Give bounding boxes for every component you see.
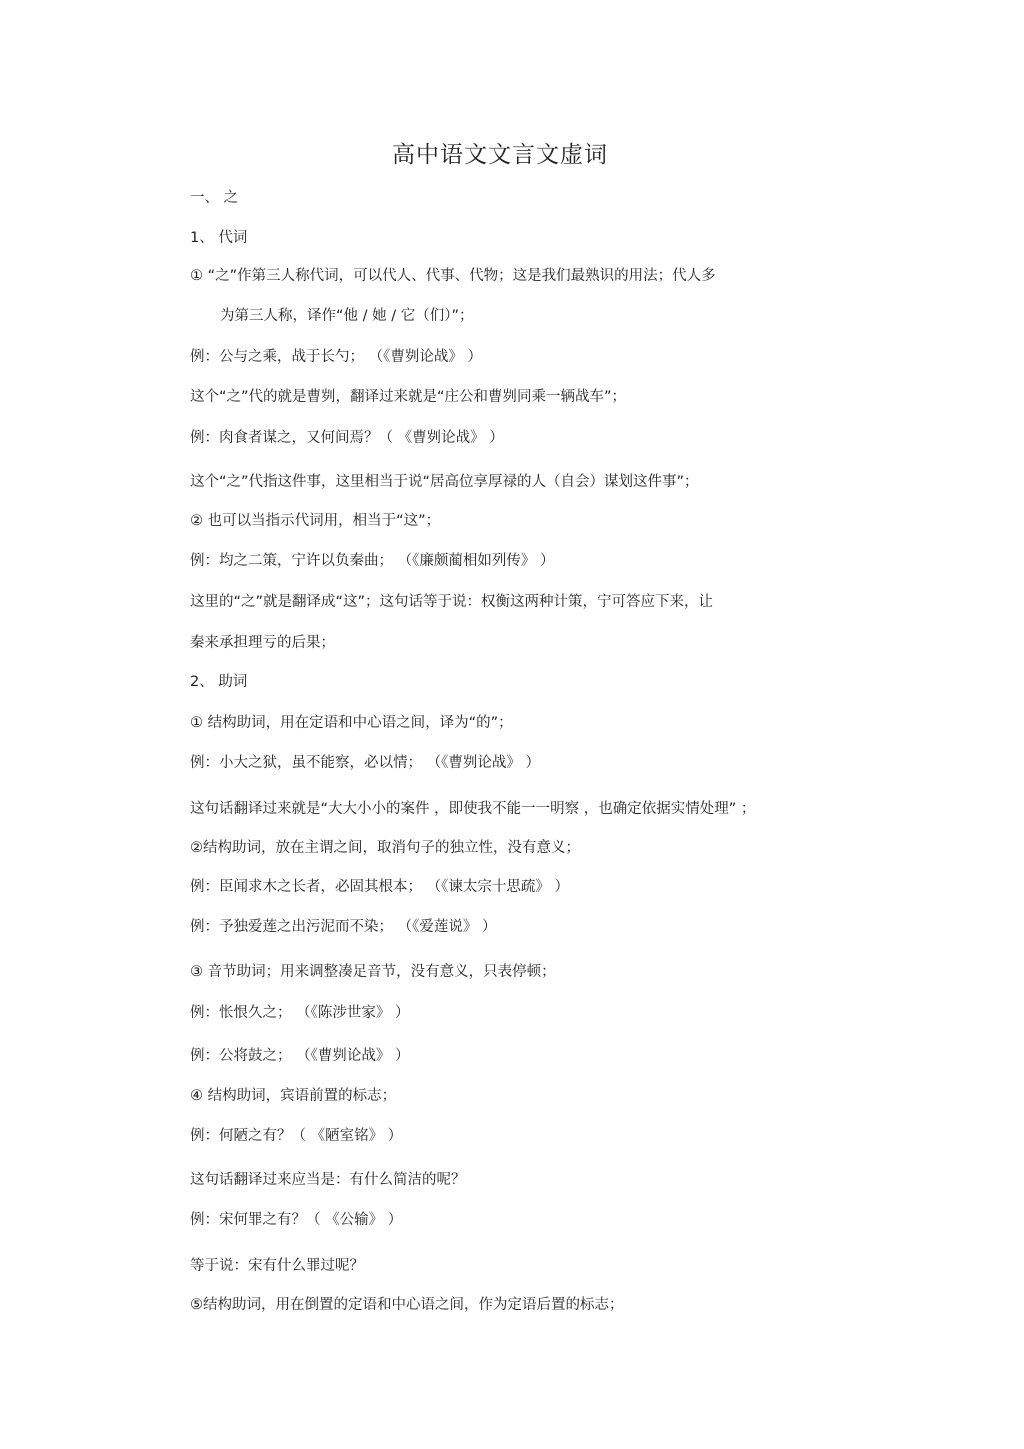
paragraph-line: 为第三人称，译作“他 / 她 / 它（们）”； xyxy=(220,308,474,324)
paragraph-line: ① “之”作第三人称代词，可以代人、代事、代物；这是我们最熟识的用法；代人多 xyxy=(190,268,716,284)
paragraph-line: ③ 音节助词；用来调整凑足音节，没有意义，只表停顿； xyxy=(190,964,556,980)
example-line: 例：臣闻求木之长者，必固其根本； （《谏太宗十思疏》 ） xyxy=(190,879,569,895)
paragraph-line: ② 也可以当指示代词用，相当于“这”； xyxy=(190,513,441,529)
document-title: 高中语文文言文虚词 xyxy=(392,142,608,168)
paragraph-line: ① 结构助词，用在定语和中心语之间，译为“的”； xyxy=(190,715,513,731)
example-line: 例：公将鼓之； （《曹刿论战》 ） xyxy=(190,1048,410,1064)
paragraph-line: 这句话翻译过来就是“大大小小的案件 ，即使我不能一一明察 ，也确定依据实情处理” ； xyxy=(190,801,756,817)
paragraph-line: ⑤结构助词，用在倒置的定语和中心语之间，作为定语后置的标志； xyxy=(190,1297,624,1313)
section-heading-zhi: 一、 之 xyxy=(190,190,239,206)
paragraph-line: 等于说：宋有什么罪过呢？ xyxy=(190,1258,364,1274)
example-line: 例：怅恨久之； （《陈涉世家》 ） xyxy=(190,1005,410,1021)
paragraph-line: 这里的“之”就是翻译成“这”；这句话等于说：权衡这两种计策，宁可答应下来，让 xyxy=(190,594,714,610)
subsection-heading-particle: 2、 助词 xyxy=(190,674,248,690)
paragraph-line: 这个“之”代指这件事，这里相当于说“居高位享厚禄的人（自会）谋划这件事”； xyxy=(190,474,699,490)
paragraph-line: ④ 结构助词，宾语前置的标志； xyxy=(190,1088,397,1104)
paragraph-line: 秦来承担理亏的后果； xyxy=(190,635,335,651)
example-line: 例：予独爱莲之出污泥而不染； （《爱莲说》 ） xyxy=(190,919,497,935)
example-line: 例：均之二策，宁许以负秦曲； （《廉颇蔺相如列传》 ） xyxy=(190,553,555,569)
paragraph-line: ②结构助词，放在主谓之间，取消句子的独立性，没有意义； xyxy=(190,840,580,856)
paragraph-line: 这句话翻译过来应当是：有什么简洁的呢？ xyxy=(190,1172,466,1188)
paragraph-line: 这个“之”代的就是曹刿，翻译过来就是“庄公和曹刿同乘一辆战车”； xyxy=(190,389,627,405)
example-line: 例：小大之狱，虽不能察，必以情； （《曹刿论战》 ） xyxy=(190,755,540,771)
example-line: 例：何陋之有？（ 《陋室铭》 ） xyxy=(190,1128,403,1144)
example-line: 例：公与之乘，战于长勺； （《曹刿论战》 ） xyxy=(190,349,482,365)
example-line: 例：肉食者谋之，又何间焉？（ 《曹刿论战》 ） xyxy=(190,430,504,446)
subsection-heading-pronoun: 1、 代词 xyxy=(190,230,248,246)
example-line: 例：宋何罪之有？（ 《公输》 ） xyxy=(190,1212,403,1228)
